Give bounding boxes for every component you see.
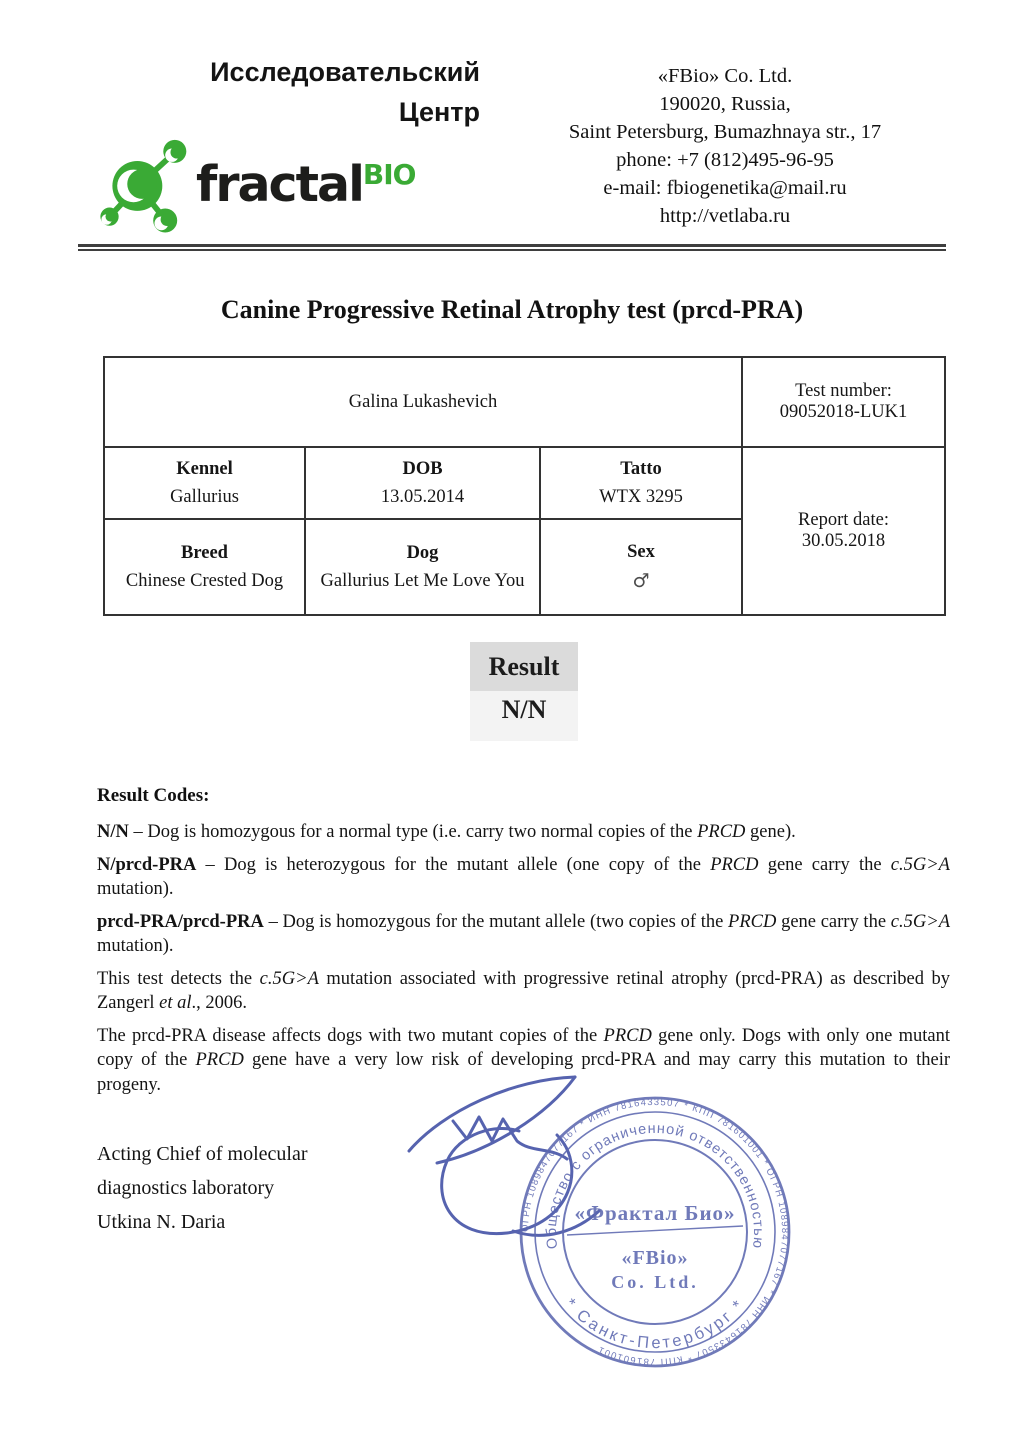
sex-cell xyxy=(540,519,742,615)
table-row xyxy=(104,447,945,519)
stamp-company-name-ru: «Фрактал Био» xyxy=(574,1201,736,1225)
letterhead-left xyxy=(98,52,496,236)
logo xyxy=(98,132,496,236)
header-divider xyxy=(78,244,946,251)
sex-label: Sex xyxy=(627,542,655,562)
owner-cell xyxy=(104,357,742,447)
table-row xyxy=(104,357,945,447)
test-description: This test detects the c.5G>A mutation associated with progressive retinal atrophy (prcd-PRA) as described by Zangerl et al., 2006. xyxy=(97,968,951,1013)
test-number-label: Test number: xyxy=(795,381,892,401)
signatory-title-line2: diagnostics laboratory xyxy=(97,1177,275,1199)
kennel-value: Gallurius xyxy=(170,486,239,507)
test-number-value: 09052018-LUK1 xyxy=(779,402,908,422)
letterhead xyxy=(0,0,1024,236)
stamp-ring-registration-text: ОГРН 1089847077167 * ИНН 7816433507 * КПП 781601001 * ОГРН 1089847077167 * ИНН 7816433507 * КПП 781601001 xyxy=(519,1096,791,1368)
kennel-cell xyxy=(104,447,305,519)
org-name xyxy=(98,52,496,132)
result-value: N/N xyxy=(470,691,578,741)
tatto-value: WTX 3295 xyxy=(599,486,683,507)
logo-bio-text: BIO xyxy=(362,157,416,191)
dob-value: 13.05.2014 xyxy=(380,486,465,507)
dog-label: Dog xyxy=(406,542,439,563)
dog-cell xyxy=(305,519,540,615)
org-name-line1: Исследовательский xyxy=(210,57,480,87)
result-code-nn: N/N – Dog is homozygous for a normal type (i.e. carry two normal copies of the PRCD gene). xyxy=(97,822,796,842)
report-date-cell xyxy=(742,447,945,615)
result-codes-heading: Result Codes: xyxy=(97,785,210,806)
dog-value: Gallurius Let Me Love You xyxy=(320,570,525,591)
report-date-value: 30.05.2018 xyxy=(801,531,886,551)
dob-label: DOB xyxy=(402,458,443,479)
signature-scribble xyxy=(409,1077,599,1235)
breed-cell xyxy=(104,519,305,615)
male-symbol: ♂ xyxy=(632,570,650,592)
company-phone: phone: +7 (812)495-96-95 xyxy=(616,149,834,171)
company-address xyxy=(496,52,954,236)
breed-label: Breed xyxy=(181,542,228,563)
result-label: Result xyxy=(470,642,578,691)
org-name-line2: Центр xyxy=(398,97,480,127)
test-number-cell xyxy=(742,357,945,447)
result-box xyxy=(470,642,578,741)
company-name: «FBio» Co. Ltd. xyxy=(657,65,793,87)
stamp-co-ltd: Co. Ltd. xyxy=(611,1272,699,1292)
company-street: Saint Petersburg, Bumazhnaya str., 17 xyxy=(568,121,882,143)
stamp-divider-line xyxy=(567,1226,743,1235)
signatory-name: Utkina N. Daria xyxy=(97,1211,226,1233)
owner-name: Galina Lukashevich xyxy=(348,391,498,412)
company-email: e-mail: fbiogenetika@mail.ru xyxy=(603,177,847,199)
stamp-company-name-en: «FBio» xyxy=(621,1247,689,1269)
stamp-bottom-arc-text: * Санкт-Петербург * xyxy=(561,1295,749,1353)
breed-value: Chinese Crested Dog xyxy=(125,570,284,591)
result-code-n-prcd: N/prcd-PRA – Dog is heterozygous for the mutant allele (one copy of the PRCD gene carry the c.5G>A mutation). xyxy=(97,854,950,899)
company-postcode: 190020, Russia, xyxy=(659,93,791,115)
logo-wordmark xyxy=(196,155,416,213)
info-table xyxy=(103,356,946,616)
dob-cell xyxy=(305,447,540,519)
stamp-top-arc-text: Общество с ограниченной ответственностью xyxy=(543,1120,767,1250)
company-website: http://vetlaba.ru xyxy=(659,205,791,227)
tatto-cell xyxy=(540,447,742,519)
signatory-title-line1: Acting Chief of molecular xyxy=(97,1143,308,1165)
page-title: Canine Progressive Retinal Atrophy test (prcd-PRA) xyxy=(220,295,804,324)
disease-description: The prcd-PRA disease affects dogs with two mutant copies of the PRCD gene only. Dogs with only one mutant copy of the PRCD gene have a very low risk of developing prcd-PRA and may carry this mutation to their progeny. xyxy=(97,1025,951,1095)
kennel-label: Kennel xyxy=(176,458,233,479)
result-code-prcd-prcd: prcd-PRA/prcd-PRA – Dog is homozygous for the mutant allele (two copies of the PRCD gene carry the c.5G>A mutation). xyxy=(97,911,950,956)
stamp-and-signature xyxy=(395,1035,827,1407)
logo-word-text: fractal xyxy=(196,155,363,213)
tatto-label: Tatto xyxy=(620,458,662,479)
molecule-icon xyxy=(98,132,194,236)
report-date-label: Report date: xyxy=(798,510,889,530)
